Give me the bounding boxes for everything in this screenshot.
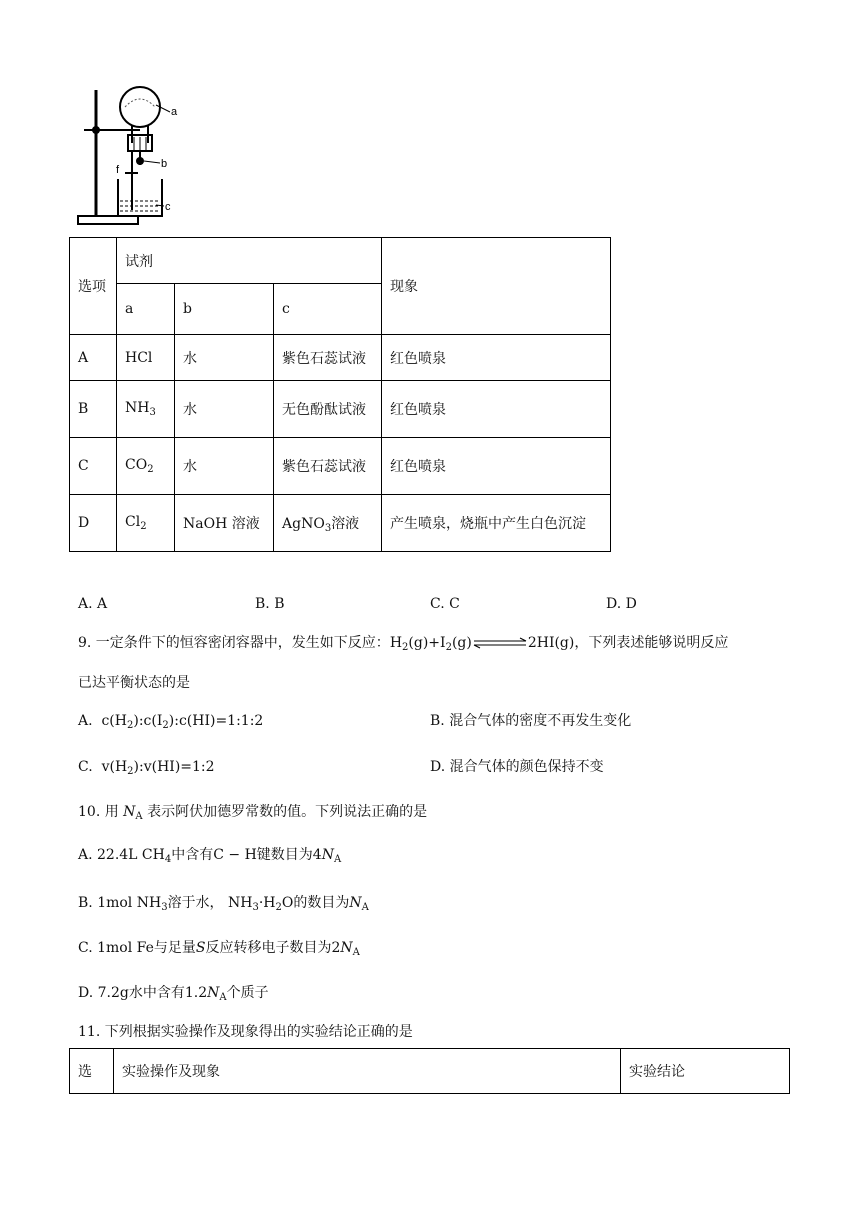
header-b: b bbox=[175, 284, 274, 335]
q9-option-c[interactable]: C. $v(H_2):v(HI)=1:2$ bbox=[78, 759, 215, 777]
q11-stem: 11. 下列根据实验操作及现象得出的实验结论正确的是 bbox=[78, 1024, 413, 1040]
q8-choice-c[interactable]: C. C bbox=[430, 596, 460, 612]
header-phenomenon: 现象 bbox=[382, 238, 611, 335]
q9-option-a[interactable]: A. $c(H_2):c(I_2):c(HI)=1:1:2$ bbox=[78, 713, 264, 731]
q10-option-d[interactable]: D. 7.2g水中含有$1.2N_A$个质子 bbox=[78, 985, 269, 1003]
label-f: f bbox=[116, 164, 120, 176]
label-c: c bbox=[165, 201, 171, 213]
header-option: 选项 bbox=[70, 238, 117, 335]
q10-option-b[interactable]: B. 1mol $NH_3$溶于水， $NH_3\cdot H_2O$的数目为$N_A$ bbox=[78, 895, 369, 913]
q9-stem-line2: 已达平衡状态的是 bbox=[78, 675, 190, 691]
col-option: 选 bbox=[70, 1049, 114, 1094]
experiment-table bbox=[69, 1048, 790, 1094]
q8-choice-b[interactable]: B. B bbox=[255, 596, 285, 612]
table-row bbox=[70, 1049, 790, 1094]
header-reagent: 试剂 bbox=[117, 238, 382, 284]
q9-stem: 9. 一定条件下的恒容密闭容器中，发生如下反应：$H_2(g)+I_2(g)$ 2HI(g)，下列表述能够说明反应 bbox=[78, 635, 729, 653]
q10-stem: 10. 用 $N_A$ 表示阿伏加德罗常数的值。下列说法正确的是 bbox=[78, 804, 428, 822]
table-row: D $Cl_2$ NaOH 溶液 AgNO$_3$溶液 产生喷泉，烧瓶中产生白色沉淀 bbox=[70, 495, 611, 552]
q10-option-a[interactable]: A. 22.4L $CH_4$中含有C − H键数目为$4N_A$ bbox=[78, 847, 342, 865]
fountain-apparatus-figure bbox=[70, 85, 190, 230]
col-operation: 实验操作及现象 bbox=[114, 1049, 621, 1094]
label-a: a bbox=[171, 106, 178, 118]
label-b: b bbox=[161, 158, 168, 170]
table-row: C $CO_2$ 水 紫色石蕊试液 红色喷泉 bbox=[70, 438, 611, 495]
table-row: B $NH_3$ 水 无色酚酞试液 红色喷泉 bbox=[70, 381, 611, 438]
q9-option-d[interactable]: D. 混合气体的颜色保持不变 bbox=[430, 759, 604, 775]
q9-option-b[interactable]: B. 混合气体的密度不再发生变化 bbox=[430, 713, 632, 729]
reagent-table bbox=[69, 237, 611, 552]
q8-choice-a[interactable]: A. A bbox=[78, 596, 108, 612]
header-c: c bbox=[274, 284, 382, 335]
q10-option-c[interactable]: C. 1mol Fe与足量S反应转移电子数目为$2N_A$ bbox=[78, 940, 360, 958]
q8-choice-d[interactable]: D. D bbox=[606, 596, 637, 612]
col-conclusion: 实验结论 bbox=[621, 1049, 790, 1094]
table-row: A HCl 水 紫色石蕊试液 红色喷泉 bbox=[70, 335, 611, 381]
header-a: a bbox=[117, 284, 175, 335]
